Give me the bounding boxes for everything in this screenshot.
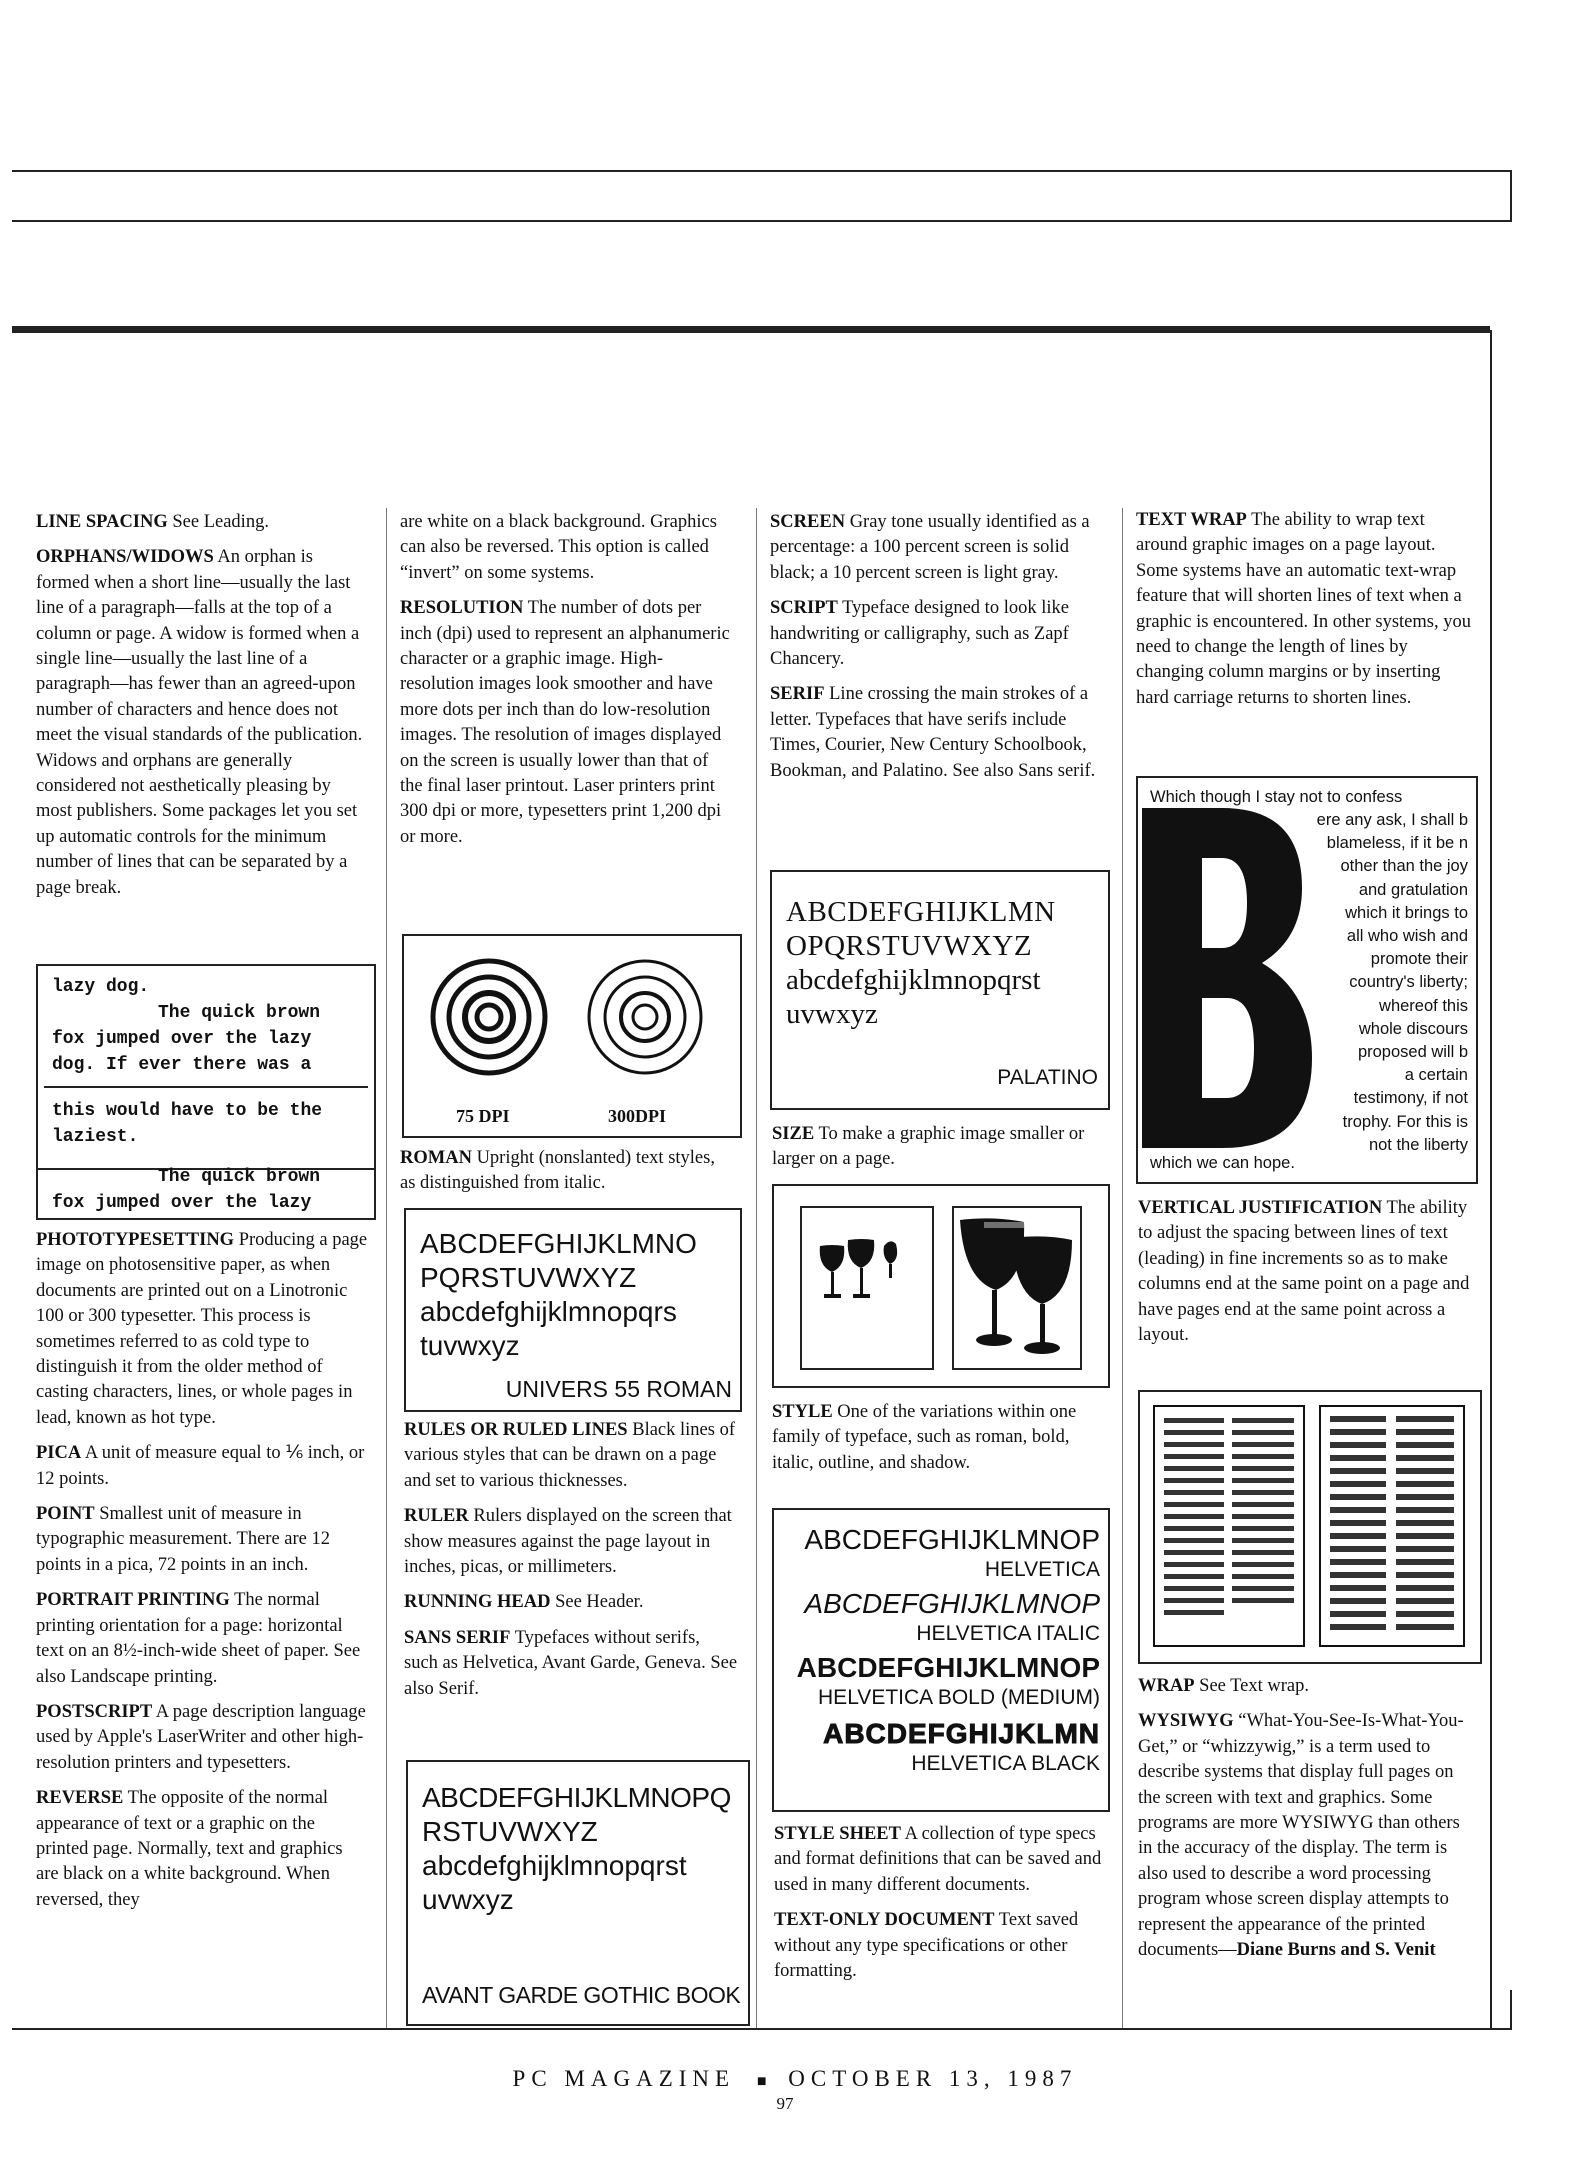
column-4-top <box>1136 508 1476 721</box>
orphan-widow-example-box: lazy dog. The quick brown fox jumped over the lazy dog. If ever there was a this would have to be the laziest. <box>36 964 376 1170</box>
entry-phototypesetting: PHOTOTYPESETTING Producing a page image on photosensitive paper, as when documents are printed out on a Linotronic 100 or 300 typesetter. This process is sometimes referred to as cold type to distinguish it from the older method of casting characters, lines, or whole pages in lead, known as hot type. <box>36 1230 368 1428</box>
wrapped-lines: ere any ask, I shall b blameless, if it be n other than the joy and gratulation which it brings to all who wish and promote their country's liberty; whereof this whole discours proposed will b a certain testimony, if not trophy. For this is not the liberty <box>1316 811 1468 1154</box>
entry-reverse: REVERSE The opposite of the normal appearance of text or a graphic on the printed page. Normally, text and graphics are black on a white background. When reversed, they <box>36 1788 343 1910</box>
helvetica-specimen-box: ABCDEFGHIJKLMNOP HELVETICA ABCDEFGHIJKLMNOP HELVETICA ITALIC ABCDEFGHIJKLMNOP HELVETICA BOLD (MEDIUM) ABCDEFGHIJKLMN HELVETICA BLACK <box>772 1508 1110 1812</box>
vertical-justification-illustration <box>1138 1390 1482 1664</box>
avant-garde-specimen-box: ABCDEFGHIJKLMNOPQ RSTUVWXYZ abcdefghijklmnopqrst uvwxyz AVANT GARDE GOTHIC BOOK <box>406 1760 750 2026</box>
column-1-top <box>36 510 368 911</box>
column-divider-3 <box>1122 508 1123 2028</box>
top-rule-thick <box>12 326 1490 333</box>
dpi-label-75: 75 DPI <box>456 1106 510 1126</box>
justified-columns-graphic <box>1140 1392 1476 1658</box>
top-rule-thin-1 <box>12 170 1512 172</box>
entry-wysiwyg: WYSIWYG “What-You-See-Is-What-You-Get,” or “whizzywig,” is a term used to describe systems that display full pages on the screen with text and graphics. Some programs are more WYSIWYG than others in the accuracy of the display. The term is also used to describe a word processing program whose screen display attempts to represent the appearance of the printed documents—Diane Burns and S. Venit <box>1138 1711 1464 1961</box>
footer-separator: ■ <box>756 2073 767 2090</box>
entry-vertical-justification: VERTICAL JUSTIFICATION The ability to adjust the spacing between lines of text (leading) in fine increments so as to make columns end at the same point on a page and have pages end at the same point across a layout. <box>1138 1198 1470 1346</box>
small-glasses-frame <box>800 1206 934 1370</box>
bottom-rule-right <box>1510 1990 1512 2030</box>
univers-font-name: UNIVERS 55 ROMAN <box>505 1376 732 1402</box>
entry-orphans-widows: ORPHANS/WIDOWS An orphan is formed when a short line—usually the last line of a paragraph—falls at the top of a column or page. A widow is formed when a single line—usually the last line of a paragraph—has fewer than an agreed-upon number of characters and hence does not meet the visual standards of the publication. Widows and orphans are generally considered not aesthetically pleasing by most publishers. Some packages let you set up automatic controls for the minimum number of lines that can be separated by a page break. <box>36 547 363 898</box>
entry-screen: SCREEN Gray tone usually identified as a percentage: a 100 percent screen is solid black; a 10 percent screen is light gray. <box>770 512 1090 583</box>
column-3-style <box>772 1400 1106 1486</box>
article-authors: Diane Burns and S. Venit <box>1236 1940 1436 1961</box>
column-2-top <box>400 510 734 860</box>
entry-wrap: WRAP See Text wrap. <box>1138 1676 1309 1696</box>
page-number: 97 <box>776 2094 794 2113</box>
entry-text-only-document: TEXT-ONLY DOCUMENT Text saved without any type specifications or other formatting. <box>774 1910 1079 1982</box>
column-4-vertical-justification <box>1138 1196 1472 1358</box>
entry-sans-serif: SANS SERIF Typefaces without serifs, such as Helvetica, Avant Garde, Geneva. See also Serif. <box>404 1627 738 1699</box>
top-rule-thin-2 <box>12 220 1512 222</box>
entry-serif: SERIF Line crossing the main strokes of a letter. Typefaces that have serifs include Times, Courier, New Century Schoolbook, Bookman, and Palatino. See also Sans serif. <box>770 684 1096 781</box>
entry-portrait-printing: PORTRAIT PRINTING The normal printing orientation for a page: horizontal text on an 8½-inch-wide sheet of paper. See also Landscape printing. <box>36 1590 361 1687</box>
entry-running-head: RUNNING HEAD See Header. <box>404 1592 644 1613</box>
issue-date: OCTOBER 13, 1987 <box>788 2066 1078 2091</box>
column-3-bottom <box>774 1822 1108 1994</box>
entry-style-sheet: STYLE SHEET A collection of type specs and format definitions that can be saved and used in many different documents. <box>774 1824 1102 1895</box>
dpi-label-300: 300DPI <box>608 1106 666 1126</box>
entry-pica: PICA A unit of measure equal to ⅙ inch, or 12 points. <box>36 1443 365 1489</box>
size-illustration-box <box>772 1184 1110 1388</box>
column-3-top <box>770 510 1104 794</box>
target-300dpi-icon <box>580 952 710 1082</box>
column-4-bottom <box>1138 1674 1474 1973</box>
small-wine-glasses-icon <box>802 1208 928 1364</box>
big-letter-b-graphic <box>1142 808 1312 1148</box>
palatino-font-name: PALATINO <box>997 1066 1098 1089</box>
entry-size: SIZE To make a graphic image smaller or larger on a page. <box>772 1124 1085 1170</box>
right-edge-rule-top <box>1510 170 1512 222</box>
column-1-bottom <box>36 1228 368 1923</box>
entry-roman: ROMAN Upright (nonslanted) text styles, as distinguished from italic. <box>400 1148 715 1194</box>
entry-text-wrap: TEXT WRAP The ability to wrap text around graphic images on a page layout. Some systems have an automatic text-wrap feature that will shorten lines of text when a graphic is encountered. In other systems, you need to change the length of lines by changing column margins or by inserting hard carriage returns to shorten lines. <box>1136 510 1471 708</box>
entry-rules: RULES OR RULED LINES Black lines of various styles that can be drawn on a page and set to various thicknesses. <box>404 1420 735 1491</box>
text-wrap-illustration-box: Which though I stay not to confess ere any ask, I shall b blameless, if it be n other than the joy and gratulation which it brings to all who wish and promote their country's liberty; whereof this whole discours proposed will b a certain testimony, if not trophy. For this is not the liberty which we can hope. <box>1136 776 1478 1184</box>
orphan-box-overflow: The quick brown fox jumped over the lazy <box>36 1168 376 1220</box>
univers-specimen-box: ABCDEFGHIJKLMNO PQRSTUVWXYZ abcdefghijklmnopqrs tuvwxyz UNIVERS 55 ROMAN <box>404 1208 742 1412</box>
column-divider-1 <box>386 508 387 2028</box>
entry-point: POINT Smallest unit of measure in typographic measurement. There are 12 points in a pica, 72 points in an inch. <box>36 1504 330 1575</box>
resolution-dpi-illustration <box>402 934 742 1138</box>
masthead: PC MAGAZINE <box>512 2066 736 2091</box>
entry-ruler: RULER Rulers displayed on the screen that show measures against the page layout in inches, picas, or millimeters. <box>404 1506 732 1578</box>
column-3-size <box>772 1122 1106 1183</box>
large-glasses-frame <box>952 1206 1082 1370</box>
entry-line-spacing: LINE SPACING See Leading. <box>36 512 269 532</box>
entry-postscript: POSTSCRIPT A page description language used by Apple's LaserWriter and other high-resolution printers and typesetters. <box>36 1701 366 1773</box>
avant-garde-font-name: AVANT GARDE GOTHIC BOOK <box>422 1982 741 2008</box>
column-2-middle <box>404 1418 738 1712</box>
column-divider-2 <box>756 508 757 2028</box>
entry-script: SCRIPT Typeface designed to look like handwriting or calligraphy, such as Zapf Chancery. <box>770 598 1069 670</box>
large-wine-glasses-icon <box>954 1208 1076 1364</box>
page-footer <box>0 2066 1590 2092</box>
column-2-roman <box>400 1146 734 1207</box>
entry-resolution: RESOLUTION The number of dots per inch (dpi) used to represent an alphanumeric character or a graphic image. High-resolution images look smoother and have more dots per inch than do low-resolution images. The resolution of images displayed on the screen is usually lower than that of the final laser printout. Laser printers print 300 dpi or more, typesetters print 1,200 dpi or more. <box>400 598 730 847</box>
entry-reverse-continued: are white on a black background. Graphics can also be reversed. This option is called “invert” on some systems. <box>400 512 717 583</box>
target-75dpi-icon <box>424 952 554 1082</box>
bottom-rule <box>12 2028 1512 2030</box>
entry-style: STYLE One of the variations within one family of typeface, such as roman, bold, italic, outline, and shadow. <box>772 1402 1077 1473</box>
page-break-divider <box>44 1086 368 1088</box>
palatino-specimen-box: ABCDEFGHIJKLMN OPQRSTUVWXYZ abcdefghijklmnopqrst uvwxyz PALATINO <box>770 870 1110 1110</box>
right-edge-rule <box>1490 330 1492 2030</box>
